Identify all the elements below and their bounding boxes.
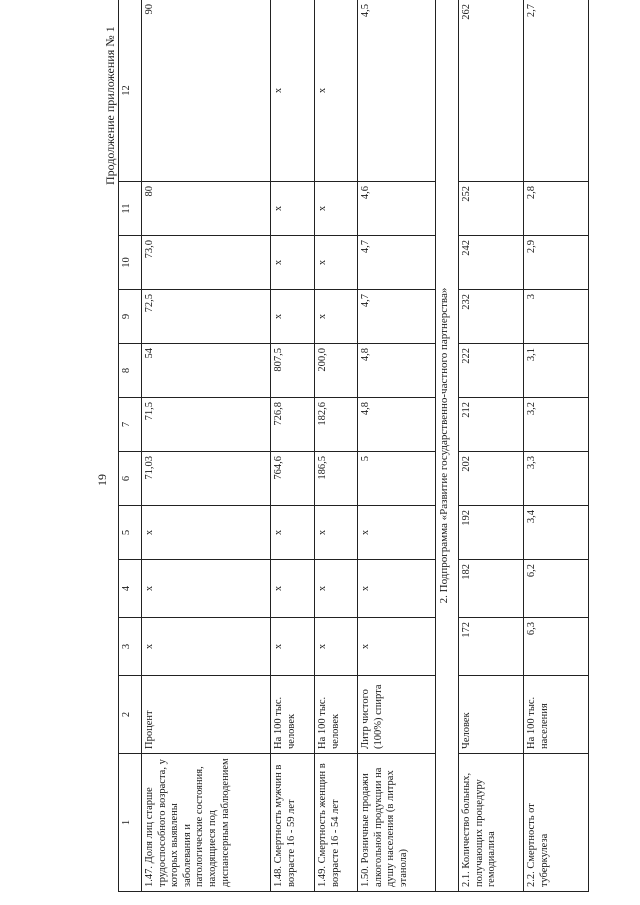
table-row	[459, 0, 524, 892]
value-cell: х	[358, 506, 436, 560]
value-cell: 4,7	[358, 236, 436, 290]
value-cell: х	[271, 0, 315, 182]
indicator-name-cell: 2.1. Количество больных, получающих процедуру гемодиализа	[459, 754, 524, 892]
value-cell: 6,2	[524, 560, 589, 618]
value-cell: 764,6	[271, 452, 315, 506]
value-cell: 252	[459, 182, 524, 236]
rotated-table-block	[118, 4, 604, 892]
value-cell: х	[358, 618, 436, 676]
header-cell: 11	[119, 182, 142, 236]
unit-cell: Литр чистого (100%) спирта	[358, 676, 436, 754]
value-cell: х	[271, 290, 315, 344]
value-cell: 4,7	[358, 290, 436, 344]
header-cell: 4	[119, 560, 142, 618]
indicator-name-cell: 1.50. Розничные продажи алкогольной продукции на душу населения (в литрах этанола)	[358, 754, 436, 892]
value-cell: 2,8	[524, 182, 589, 236]
value-cell: х	[142, 560, 271, 618]
value-cell: 262	[459, 0, 524, 182]
value-cell: 3	[524, 290, 589, 344]
value-cell: 172	[459, 618, 524, 676]
value-cell: 4,8	[358, 344, 436, 398]
value-cell: 6,3	[524, 618, 589, 676]
value-cell: 3,3	[524, 452, 589, 506]
header-row	[119, 0, 142, 892]
value-cell: х	[271, 560, 315, 618]
value-cell: 2,7	[524, 0, 589, 182]
unit-cell: На 100 тыс. населения	[524, 676, 589, 754]
value-cell: х	[271, 506, 315, 560]
value-cell: х	[315, 0, 358, 182]
header-cell: 6	[119, 452, 142, 506]
page-number: 19	[95, 474, 109, 486]
table-row	[142, 0, 271, 892]
header-cell: 12	[119, 0, 142, 182]
value-cell: 3,2	[524, 398, 589, 452]
header-cell: 5	[119, 506, 142, 560]
value-cell: 182	[459, 560, 524, 618]
value-cell: 4,5	[358, 0, 436, 182]
indicator-name-cell: 1.48. Смертность мужчин в возрасте 16 - 59 лет	[271, 754, 315, 892]
value-cell: х	[315, 560, 358, 618]
value-cell: 726,8	[271, 398, 315, 452]
table-row	[315, 0, 358, 892]
value-cell: 2,9	[524, 236, 589, 290]
value-cell: х	[315, 618, 358, 676]
value-cell: 71,5	[142, 398, 271, 452]
section-title: 2. Подпрограмма «Развитие государственно-частного партнерства»	[436, 0, 459, 892]
value-cell: х	[315, 236, 358, 290]
value-cell: х	[358, 560, 436, 618]
value-cell: 212	[459, 398, 524, 452]
header-cell: 7	[119, 398, 142, 452]
value-cell: 186,5	[315, 452, 358, 506]
unit-cell: Процент	[142, 676, 271, 754]
value-cell: 200,0	[315, 344, 358, 398]
value-cell: 72,5	[142, 290, 271, 344]
value-cell: 80	[142, 182, 271, 236]
table-row	[524, 0, 589, 892]
value-cell: 73,0	[142, 236, 271, 290]
value-cell: 192	[459, 506, 524, 560]
value-cell: 202	[459, 452, 524, 506]
value-cell: х	[315, 506, 358, 560]
value-cell: х	[142, 506, 271, 560]
unit-cell: На 100 тыс. человек	[271, 676, 315, 754]
unit-cell: Человек	[459, 676, 524, 754]
value-cell: 182,6	[315, 398, 358, 452]
indicator-name-cell: 1.47. Доля лиц старше трудоспособного возраста, у которых выявлены заболевания и патологические состояния, находящиеся под диспансерным наблюдением	[142, 754, 271, 892]
value-cell: х	[315, 182, 358, 236]
header-cell: 1	[119, 754, 142, 892]
table-row	[358, 0, 436, 892]
value-cell: 3,1	[524, 344, 589, 398]
value-cell: 3,4	[524, 506, 589, 560]
header-cell: 3	[119, 618, 142, 676]
value-cell: 4,8	[358, 398, 436, 452]
unit-cell: На 100 тыс. человек	[315, 676, 358, 754]
section-row	[436, 0, 459, 892]
header-cell: 2	[119, 676, 142, 754]
value-cell: 71,03	[142, 452, 271, 506]
value-cell: х	[271, 618, 315, 676]
table-row	[271, 0, 315, 892]
value-cell: х	[315, 290, 358, 344]
indicator-table	[118, 0, 589, 892]
value-cell: х	[271, 236, 315, 290]
annex-caption: Продолжение приложения № 1	[103, 26, 117, 185]
header-cell: 10	[119, 236, 142, 290]
value-cell: 222	[459, 344, 524, 398]
value-cell: 90	[142, 0, 271, 182]
value-cell: 242	[459, 236, 524, 290]
value-cell: 232	[459, 290, 524, 344]
value-cell: 54	[142, 344, 271, 398]
indicator-name-cell: 1.49. Смертность женщин в возрасте 16 - 54 лет	[315, 754, 358, 892]
header-cell: 9	[119, 290, 142, 344]
value-cell: 4,6	[358, 182, 436, 236]
table-body	[119, 0, 589, 892]
indicator-name-cell: 2.2. Смертность от туберкулеза	[524, 754, 589, 892]
value-cell: х	[271, 182, 315, 236]
header-cell: 8	[119, 344, 142, 398]
value-cell: х	[142, 618, 271, 676]
value-cell: 5	[358, 452, 436, 506]
value-cell: 807,5	[271, 344, 315, 398]
